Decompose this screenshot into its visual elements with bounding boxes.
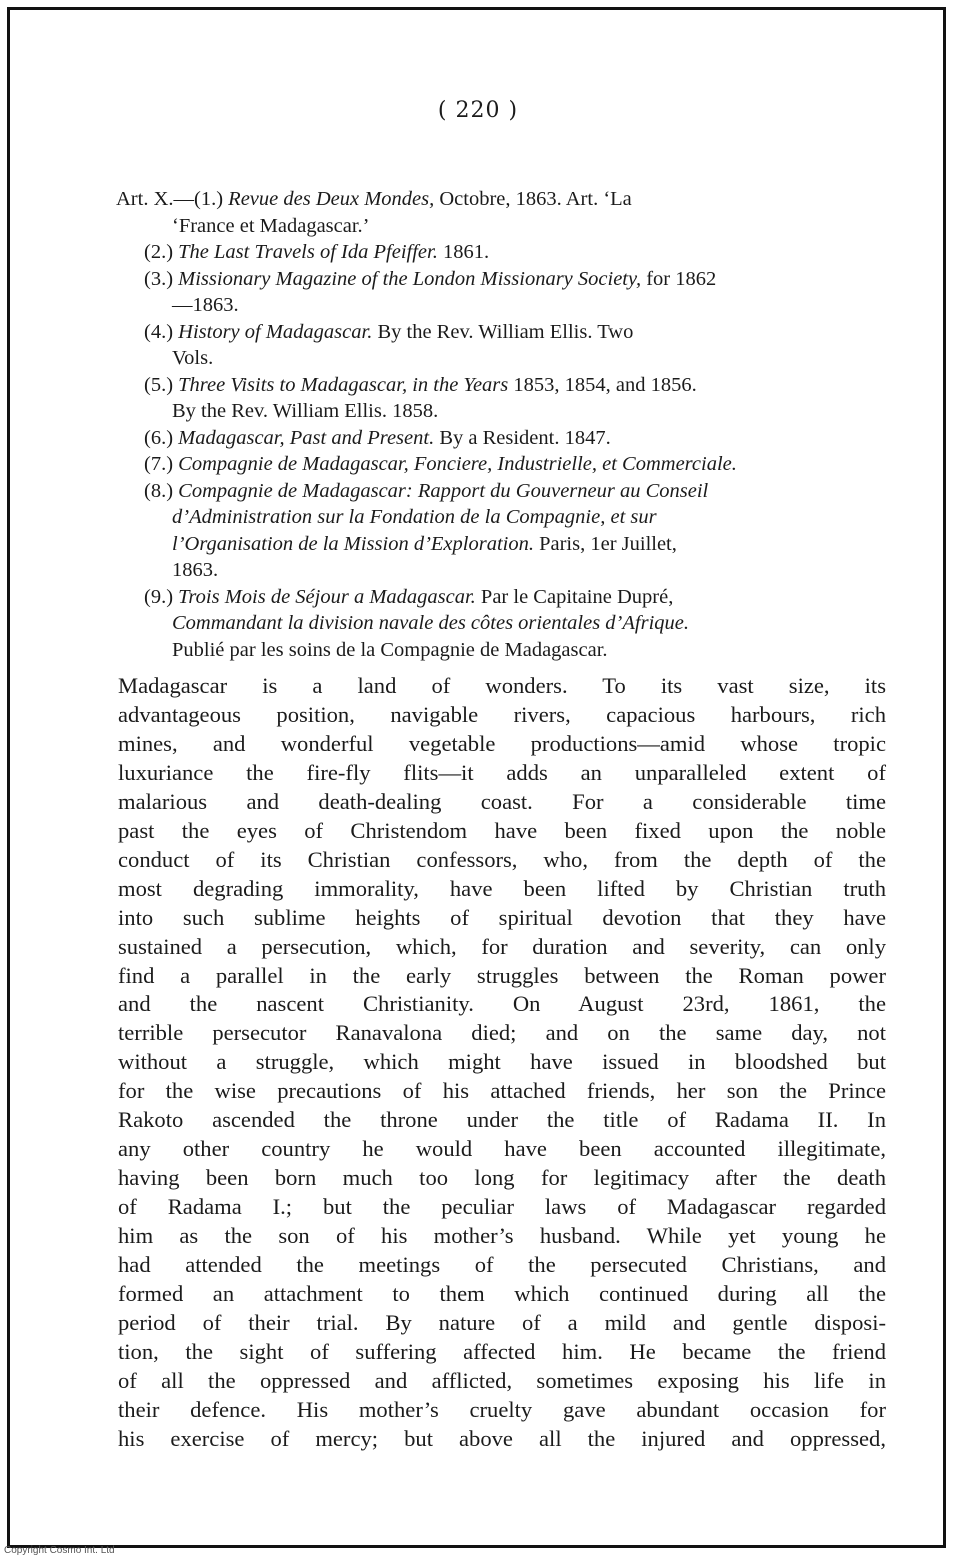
body-line: formed an attachment to them which continued during all the <box>118 1281 886 1307</box>
reference-continuation: ‘France et Madagascar.’ <box>172 214 370 237</box>
reference-title-line: Compagnie de Madagascar: Rapport du Gouverneur au Conseil <box>178 479 709 502</box>
reference-item <box>116 319 886 372</box>
reference-title: Madagascar, Past and Present. <box>178 426 435 449</box>
reference-item <box>116 478 886 584</box>
body-line: most degrading immorality, have been lifted by Christian truth <box>118 875 886 901</box>
reference-number: (6.) <box>144 426 174 449</box>
reference-title: Missionary Magazine of the London Missionary Society, <box>178 267 642 290</box>
body-line: mines, and wonderful vegetable productions—amid whose tropic <box>118 730 886 756</box>
body-line: his exercise of mercy; but above all the injured and oppressed, <box>118 1425 886 1451</box>
reference-number: (9.) <box>144 585 174 608</box>
reference-continuation: Vols. <box>172 347 214 369</box>
body-line: having been born much too long for legitimacy after the death <box>118 1165 886 1191</box>
reference-number: (3.) <box>144 267 174 290</box>
body-line: of all the oppressed and afflicted, sometimes exposing his life in <box>118 1367 886 1393</box>
body-line: sustained a persecution, which, for duration and severity, can only <box>118 933 886 959</box>
page-number: ( 220 ) <box>437 98 519 123</box>
reference-details: By a Resident. 1847. <box>434 426 611 449</box>
copyright-notice: Copyright Cosmo Int. Ltd <box>4 1545 115 1556</box>
reference-number: (7.) <box>144 453 174 475</box>
reference-details: By the Rev. William Ellis. Two <box>372 320 634 343</box>
reference-number: (4.) <box>144 320 174 343</box>
reference-title: Three Visits to Madagascar, in the Years <box>178 373 509 396</box>
reference-title: The Last Travels of Ida Pfeiffer. <box>178 241 438 263</box>
reference-continuation: —1863. <box>172 294 239 316</box>
reference-title: Revue des Deux Mondes, <box>228 188 435 210</box>
body-line: Madagascar is a land of wonders. To its vast size, its <box>118 673 886 698</box>
reference-details: Publié par les soins de la Compagnie de Madagascar. <box>172 638 608 661</box>
reference-title-line: Commandant la division navale des côtes orientales d’Afrique. <box>172 612 689 634</box>
reference-number: (8.) <box>144 479 174 502</box>
reference-title-line: l’Organisation de la Mission d’Exploration. <box>172 532 534 555</box>
body-line: malarious and death-dealing coast. For a considerable time <box>118 788 886 814</box>
reference-title: History of Madagascar. <box>178 320 373 343</box>
reference-item <box>116 266 886 319</box>
body-line: luxuriance the fire-fly flits—it adds an unparalleled extent of <box>118 759 886 785</box>
body-line: tion, the sight of suffering affected him. He became the friend <box>118 1338 886 1364</box>
body-line: their defence. His mother’s cruelty gave abundant occasion for <box>118 1396 886 1422</box>
reference-item <box>116 239 886 266</box>
reference-details: 1853, 1854, and 1856. <box>508 373 697 396</box>
reference-number: Art. X.—(1.) <box>116 188 224 210</box>
body-line: any other country he would have been accounted illegitimate, <box>118 1136 886 1162</box>
body-line: him as the son of his mother’s husband. While yet young he <box>118 1223 886 1249</box>
body-line: Rakoto ascended the throne under the title of Radama II. In <box>118 1107 886 1133</box>
reference-details: 1861. <box>437 241 490 263</box>
reference-details: Par le Capitaine Dupré, <box>475 585 674 608</box>
reference-continuation: By the Rev. William Ellis. 1858. <box>172 400 439 422</box>
body-line: without a struggle, which might have issued in bloodshed but <box>118 1049 886 1075</box>
reference-details: Octobre, 1863. Art. ‘La <box>434 188 632 210</box>
reference-item <box>116 186 886 239</box>
body-line: for the wise precautions of his attached friends, her son the Prince <box>118 1078 886 1104</box>
reference-list <box>116 186 886 663</box>
body-line: period of their trial. By nature of a mild and gentle disposi- <box>118 1309 886 1335</box>
reference-title: Trois Mois de Séjour a Madagascar. <box>178 585 476 608</box>
body-line: conduct of its Christian confessors, who, from the depth of the <box>118 846 886 872</box>
reference-item <box>116 425 886 452</box>
reference-item <box>116 372 886 425</box>
body-line: find a parallel in the early struggles between the Roman power <box>118 962 886 988</box>
body-line: into such sublime heights of spiritual devotion that they have <box>118 904 886 930</box>
body-line: had attended the meetings of the persecuted Christians, and <box>118 1252 886 1278</box>
reference-details: 1863. <box>172 559 219 581</box>
reference-item <box>116 584 886 664</box>
reference-number: (2.) <box>144 241 174 263</box>
reference-item <box>116 451 886 478</box>
reference-details: Paris, 1er Juillet, <box>539 532 677 555</box>
body-line: and the nascent Christianity. On August 23rd, 1861, the <box>118 991 886 1017</box>
body-line: terrible persecutor Ranavalona died; and on the same day, not <box>118 1020 886 1046</box>
reference-number: (5.) <box>144 373 174 396</box>
body-line: of Radama I.; but the peculiar laws of Madagascar regarded <box>118 1194 886 1220</box>
body-paragraph <box>118 672 886 1454</box>
body-line: advantageous position, navigable rivers, capacious harbours, rich <box>118 701 886 727</box>
reference-title: Compagnie de Madagascar, Fonciere, Industrielle, et Commerciale. <box>178 453 737 475</box>
body-line: past the eyes of Christendom have been fixed upon the noble <box>118 817 886 843</box>
reference-title-line: d’Administration sur la Fondation de la Compagnie, et sur <box>172 506 657 528</box>
reference-details: for 1862 <box>641 267 717 290</box>
